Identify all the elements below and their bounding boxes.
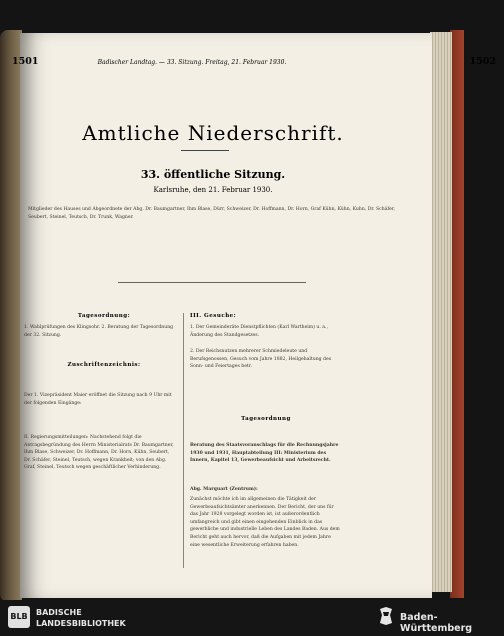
book-cover-right [450,30,464,598]
government-notes-text: II. Regierungsmitteilungen: Nachstehend folgt die Antragsbegründung des Herrn Ministerialrats Dr. Baumgartner, Ihm Blase, Schweizer, Dr. Hoffmann, Dr. Horn, Kühn, Seubert, Dr. Schäfer, Steinel, Teutsch, wegen Krankheit; von den Abg. Graf, Steinel, Teutsch wegen geschäftlicher Verhinderung. [24,435,174,471]
budget-heading: Beratung des Staatsvoranschlags für die Rechnungsjahre 1930 und 1931, Hauptabteilung III: Ministerium des Innern, Kapitel 13, Gewerbeaufsicht und Arbeitsrecht. [190,443,339,464]
blb-library-name: BADISCHE LANDESBIBLIOTHEK [36,608,126,628]
baden-wuerttemberg-logo [378,607,394,625]
agenda-text: 1. Wahlprüfungen des Klingsohr. 2. Beratung der Tagesordnung der 32. Sitzung. [24,325,174,338]
attendance-text: Mitglieder des Hauses und Abgeordnete der Abg. Dr. Baumgartner, Ihm Blase, Dürr, Schweizer, Dr. Hoffmann, Dr. Horn, Graf Kühn, Kühn, Kuhn, Dr. Schäfer, Seubert, Steinel, Teutsch, Dr. Trunk, Wagner. [28,207,396,220]
correspondence-heading: Zuschriftenzeichnis: [67,362,141,368]
page-number-left: 1501 [12,56,39,67]
speech-text: Zunächst möchte ich im allgemeinen die Tätigkeit der Gewerbeaufsichtsämter anerkennen. Der Bericht, der uns für das Jahr 1928 vorgelegt worden ist, ist außerordentlich umfangreich und gibt einen eingehenden Einblick in das gewerbliche und industrielle Leben des Landes Baden. Aus dem Bericht geht auch hervor, daß die Aufgaben mit jedem Jahre eine wesentliche Erweiterung erfahren haben. [190,497,340,548]
speaker-line: Abg. Marquart (Zentrum): [190,487,258,492]
opening-text: Der 1. Vizepräsident Maier eröffnet die Sitzung nach 9 Uhr mit der folgenden Eingänge: [24,393,172,406]
column-divider [183,313,184,568]
book-page-stack [430,32,452,592]
agenda-heading: Tagesordnung: [77,313,131,319]
running-head: Badischer Landtag. — 33. Sitzung. Freitag, 21. Februar 1930. [97,59,287,66]
section-rule [118,282,306,283]
petition-one: 1. Der Gemeinderäte Dienstpflichten (Karl Wartheim) u. a., Änderung des Standgesetzes. [190,325,328,338]
session-heading: 33. öffentliche Sitzung. [140,168,286,181]
petition-two: 2. Der Reichsnutzen mehrerer Schmiedeleute und Berufsgenossen, Gesuch vom Jahre 1882, Heilgehaltung des Sonn- und Feiertages betr. [190,349,332,370]
title-rule [181,150,229,151]
page-number-right: 1502 [469,56,496,67]
bw-text: Baden-Württemberg [400,612,473,634]
document-title: Amtliche Niederschrift. [82,121,344,145]
agenda-subheading: Tagesordnung [241,416,291,422]
book-left-edge [0,30,22,602]
dateline: Karlsruhe, den 21. Februar 1930. [153,186,273,194]
blb-logo: BLB [8,606,30,628]
petitions-heading: III. Gesuche: [190,313,237,319]
